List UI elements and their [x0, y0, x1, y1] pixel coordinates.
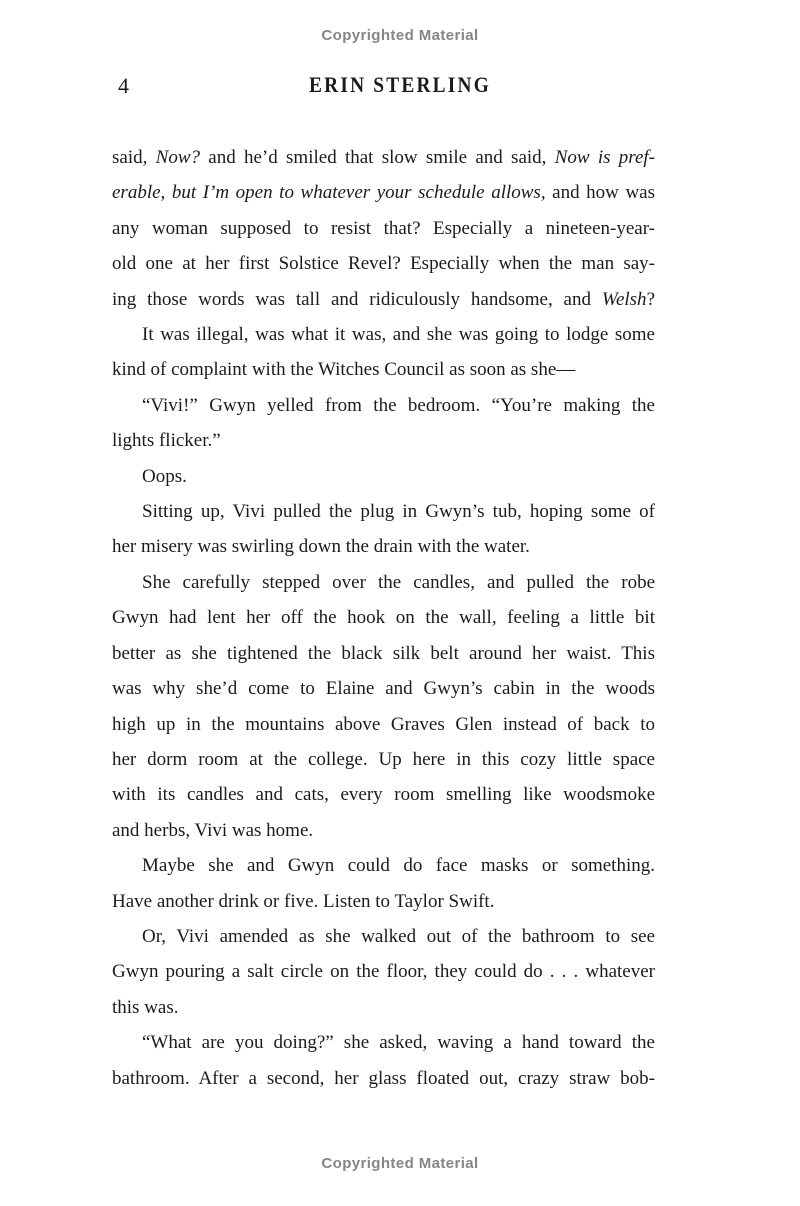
text-segment: and herbs, Vivi was home. — [112, 819, 314, 841]
text-segment: bathroom. After a second, her glass floated out, crazy straw bob- — [112, 1067, 655, 1089]
text-line — [112, 282, 655, 317]
text-segment: her misery was swirling down the drain with the water. — [112, 536, 530, 558]
text-line — [112, 140, 655, 175]
text-segment: Oops. — [142, 465, 187, 487]
text-segment: Or, Vivi amended as she walked out of the bathroom to see — [142, 925, 655, 947]
text-line — [112, 742, 655, 777]
copyright-notice-top: Copyrighted Material — [321, 27, 479, 44]
text-segment: She carefully stepped over the candles, and pulled the robe — [142, 571, 655, 593]
text-line — [112, 246, 655, 281]
text-line — [112, 813, 655, 848]
text-line — [112, 707, 655, 742]
text-line — [112, 919, 655, 954]
text-segment: any woman supposed to resist that? Especially a nineteen-year- — [112, 217, 655, 239]
text-line — [112, 388, 655, 423]
text-segment: Have another drink or five. Listen to Taylor Swift. — [112, 890, 495, 912]
text-line — [112, 600, 655, 635]
text-line — [112, 1061, 655, 1096]
text-segment: Gwyn pouring a salt circle on the floor, they could do . . . whatever — [112, 961, 655, 983]
text-line — [112, 211, 655, 246]
text-segment: lights flicker.” — [112, 430, 221, 452]
text-segment: It was illegal, was what it was, and she was going to lodge some — [142, 324, 655, 346]
text-line — [112, 884, 655, 919]
text-line — [112, 565, 655, 600]
text-line — [112, 990, 655, 1025]
italic-text-segment: Now? — [155, 147, 200, 168]
text-segment: kind of complaint with the Witches Council as soon as she— — [112, 359, 576, 381]
text-line — [112, 175, 655, 210]
page-number: 4 — [118, 73, 129, 98]
text-segment: and how was — [545, 182, 656, 204]
text-segment: high up in the mountains above Graves Glen instead of back to — [112, 713, 655, 735]
text-line — [112, 494, 655, 529]
text-line — [112, 777, 655, 812]
text-segment: and he’d smiled that slow smile and said, — [200, 147, 555, 168]
text-segment: old one at her first Solstice Revel? Especially when the man say- — [112, 253, 655, 275]
text-segment: “Vivi!” Gwyn yelled from the bedroom. “You’re making the — [142, 394, 655, 416]
text-line — [112, 459, 655, 494]
text-line — [112, 317, 655, 352]
text-segment: Sitting up, Vivi pulled the plug in Gwyn’s tub, hoping some of — [142, 501, 655, 523]
page-body-text — [112, 140, 655, 1096]
text-segment: Gwyn had lent her off the hook on the wall, feeling a little bit — [112, 607, 655, 629]
text-segment: said, — [112, 147, 156, 168]
text-line — [112, 636, 655, 671]
italic-text-segment: erable, but I’m open to whatever your schedule allows, — [112, 182, 546, 204]
text-segment: Maybe she and Gwyn could do face masks or something. — [142, 855, 655, 877]
text-line — [112, 848, 655, 883]
text-segment: with its candles and cats, every room smelling like woodsmoke — [112, 784, 655, 806]
italic-text-segment: Now is pref- — [554, 147, 656, 168]
running-head-author: ERIN STERLING — [309, 72, 491, 97]
text-line — [112, 423, 655, 458]
text-line — [112, 529, 655, 564]
text-segment: better as she tightened the black silk belt around her waist. This — [112, 642, 655, 664]
text-segment: “What are you doing?” she asked, waving a hand toward the — [142, 1032, 655, 1054]
text-line — [112, 954, 655, 989]
text-line — [112, 1025, 655, 1060]
italic-text-segment: Welsh — [601, 288, 647, 310]
text-segment: this was. — [112, 996, 179, 1018]
text-line — [112, 352, 655, 387]
text-segment: ing those words was tall and ridiculously handsome, and — [112, 288, 602, 310]
text-segment: her dorm room at the college. Up here in this cozy little space — [112, 748, 655, 770]
text-segment: ? — [646, 288, 655, 310]
copyright-notice-bottom: Copyrighted Material — [321, 1155, 479, 1172]
text-line — [112, 671, 655, 706]
text-segment: was why she’d come to Elaine and Gwyn’s cabin in the woods — [112, 678, 655, 700]
